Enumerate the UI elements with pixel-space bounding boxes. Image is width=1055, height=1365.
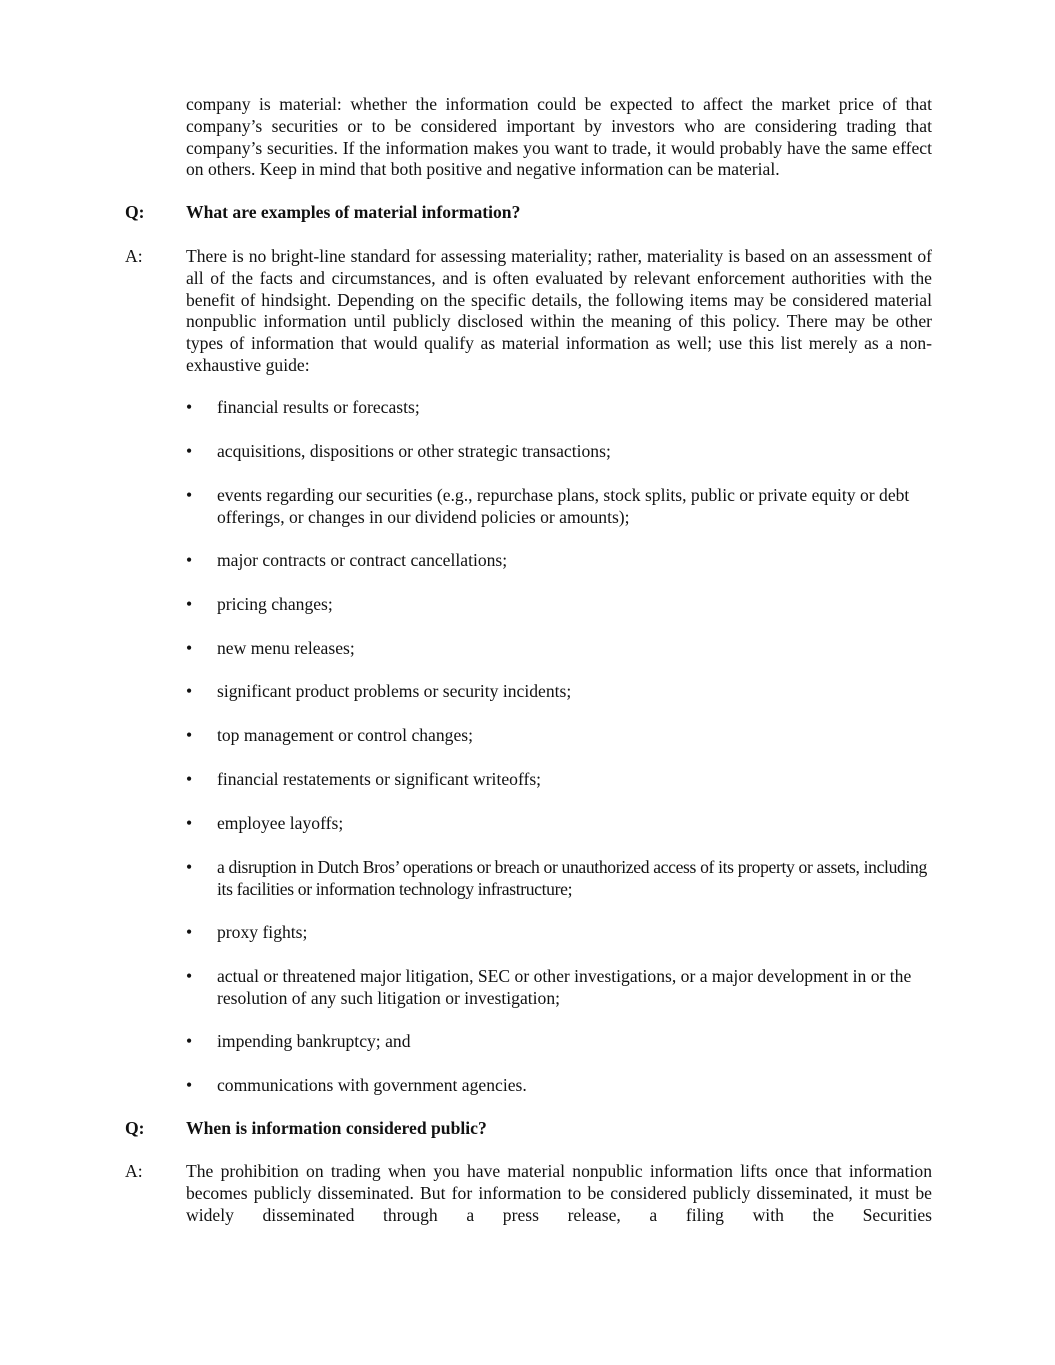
list-item-text: pricing changes; [217, 594, 333, 614]
list-item-text: actual or threatened major litigation, SEC or other investigations, or a major development in or the resolution of any such litigation or investigation; [217, 966, 912, 1008]
list-item-text: a disruption in Dutch Bros’ operations or breach or unauthorized access of its property or assets, including its facilities or information technology infrastructure; [217, 857, 927, 899]
list-item-text: major contracts or contract cancellations; [217, 550, 508, 570]
bullet-icon: • [186, 725, 193, 745]
answer-paragraph: The prohibition on trading when you have material nonpublic information lifts once that information becomes publicly disseminated. But for information to be considered publicly disseminated, it must be widely disseminated through a press release, a filing with the Securities [186, 1161, 932, 1225]
bullet-icon: • [186, 922, 193, 942]
list-item-text: proxy fights; [217, 922, 308, 942]
list-item-text: acquisitions, dispositions or other strategic transactions; [217, 441, 611, 461]
bullet-icon: • [186, 485, 193, 505]
question-label: Q: [125, 202, 145, 222]
question-heading: What are examples of material information? [186, 202, 521, 222]
opening-paragraph: company is material: whether the information could be expected to affect the market price of that company’s securities or to be considered important by investors who are considering trading that company’s securities. If the information makes you want to trade, it would probably have the same effect on others. Keep in mind that both positive and negative information can be material. [186, 94, 932, 180]
bullet-icon: • [186, 1031, 193, 1051]
bullet-icon: • [186, 857, 193, 877]
list-item-text: impending bankruptcy; and [217, 1031, 411, 1051]
answer-paragraph: There is no bright-line standard for assessing materiality; rather, materiality is based on an assessment of all of the facts and circumstances, and is often evaluated by relevant enforcement authorities with the benefit of hindsight. Depending on the specific details, the following items may be considered material nonpublic information until publicly disclosed within the meaning of this policy. There may be other types of information that would qualify as material information as well; use this list merely as a non-exhaustive guide: [186, 246, 932, 375]
list-item-text: events regarding our securities (e.g., repurchase plans, stock splits, public or private equity or debt offerings, or changes in our dividend policies or amounts); [217, 485, 910, 527]
question-heading: When is information considered public? [186, 1118, 487, 1138]
list-item-text: significant product problems or security incidents; [217, 681, 572, 701]
list-item-text: financial restatements or significant writeoffs; [217, 769, 542, 789]
bullet-icon: • [186, 1075, 193, 1095]
list-item-text: financial results or forecasts; [217, 397, 420, 417]
answer-label: A: [125, 246, 143, 266]
question-label: Q: [125, 1118, 145, 1138]
list-item-text: communications with government agencies. [217, 1075, 527, 1095]
list-item-text: new menu releases; [217, 638, 355, 658]
bullet-icon: • [186, 681, 193, 701]
answer-label: A: [125, 1161, 143, 1181]
bullet-icon: • [186, 966, 193, 986]
bullet-icon: • [186, 638, 193, 658]
list-item-text: top management or control changes; [217, 725, 474, 745]
bullet-icon: • [186, 769, 193, 789]
list-item-text: employee layoffs; [217, 813, 344, 833]
bullet-icon: • [186, 813, 193, 833]
bullet-icon: • [186, 397, 193, 417]
bullet-icon: • [186, 441, 193, 461]
bullet-icon: • [186, 550, 193, 570]
bullet-icon: • [186, 594, 193, 614]
